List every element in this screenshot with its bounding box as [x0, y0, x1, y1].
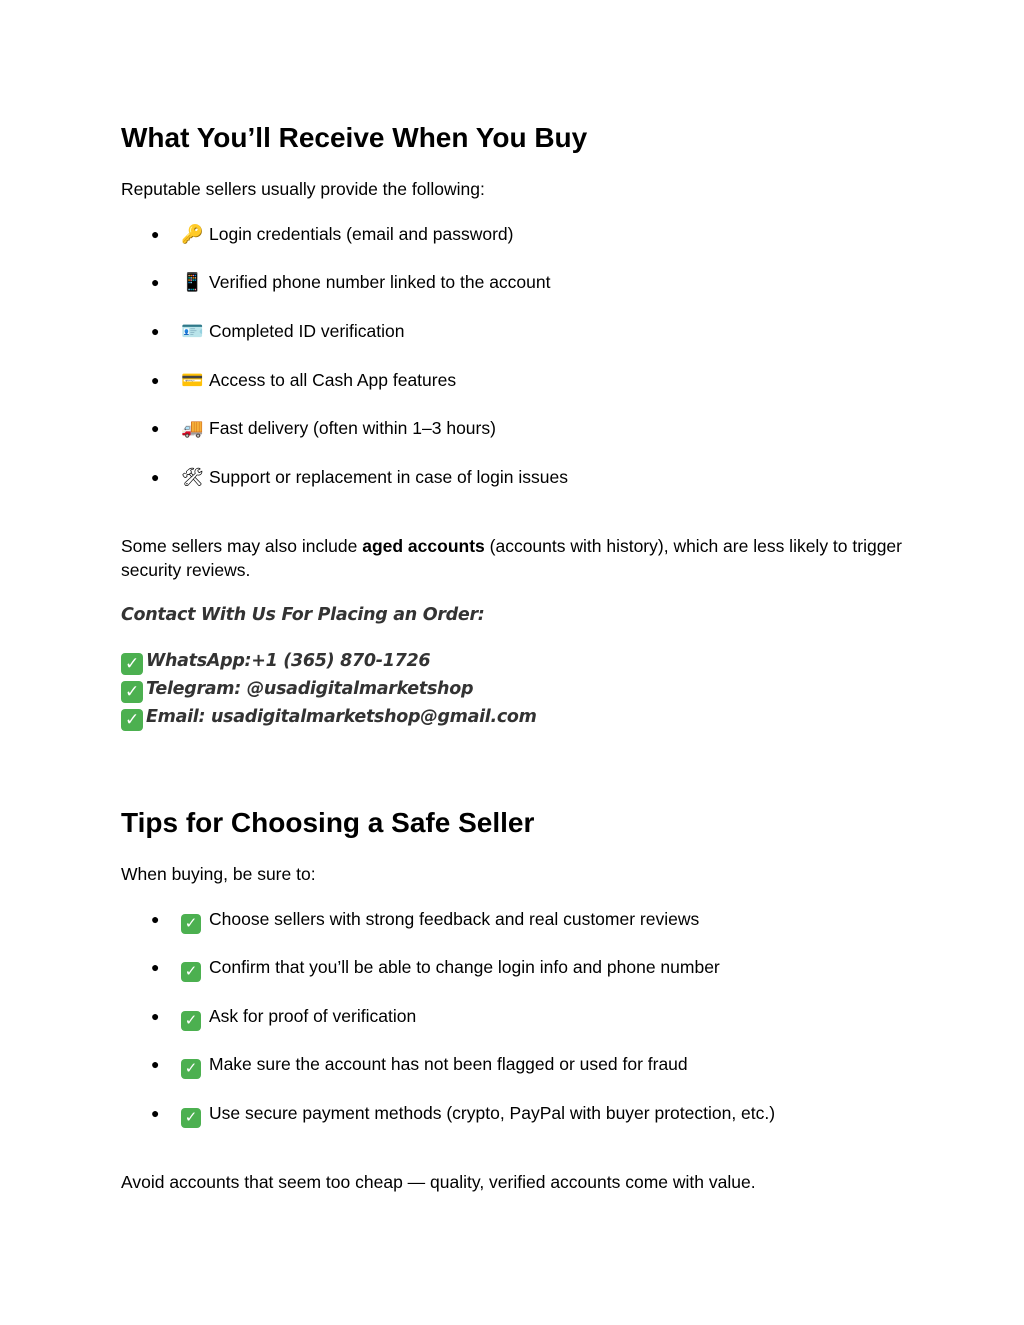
list-item	[151, 368, 456, 393]
list-item	[151, 907, 699, 934]
check-mark-icon: ✓	[181, 1059, 201, 1079]
closing-note: Avoid accounts that seem too cheap — quality, verified accounts come with value.	[121, 1172, 756, 1192]
contact-title: Contact With Us For Placing an Order:	[121, 605, 485, 625]
bullet-icon: ●	[151, 959, 160, 975]
credit-card-icon: 💳	[181, 370, 204, 391]
mobile-phone-icon: 📱	[181, 272, 204, 293]
list-item-text: Login credentials (email and password)	[209, 224, 514, 244]
section-heading-receive: What You’ll Receive When You Buy	[121, 122, 588, 153]
list-item	[151, 270, 550, 295]
id-card-icon: 🪪	[181, 321, 204, 342]
contact-email	[121, 703, 537, 731]
list-item-text: Verified phone number linked to the account	[209, 272, 551, 292]
bullet-icon: ●	[151, 1056, 160, 1072]
list-item-text: Ask for proof of verification	[209, 1006, 417, 1026]
delivery-truck-icon: 🚚	[181, 418, 204, 439]
list-item-text: Use secure payment methods (crypto, PayPal with buyer protection, etc.)	[209, 1103, 776, 1123]
bullet-icon: ●	[151, 323, 160, 339]
list-item-text: Support or replacement in case of login issues	[209, 467, 568, 487]
list-item-text: Completed ID verification	[209, 321, 405, 341]
bullet-icon: ●	[151, 420, 160, 436]
list-item	[151, 222, 513, 247]
tools-icon: 🛠	[181, 467, 204, 488]
bullet-icon: ●	[151, 226, 160, 242]
bullet-icon: ●	[151, 469, 160, 485]
section-heading-tips: Tips for Choosing a Safe Seller	[121, 807, 535, 838]
check-mark-icon: ✓	[181, 1011, 201, 1031]
check-mark-icon: ✓	[181, 1108, 201, 1128]
list-item	[151, 1052, 688, 1079]
check-mark-icon: ✓	[121, 653, 143, 675]
check-mark-icon: ✓	[181, 962, 201, 982]
bullet-icon: ●	[151, 1008, 160, 1024]
contact-telegram	[121, 675, 473, 703]
list-item	[151, 465, 568, 490]
note-text: (accounts with history), which are less likely to trigger security reviews.	[121, 536, 902, 580]
list-item-text: Confirm that you’ll be able to change login info and phone number	[209, 957, 720, 977]
list-item-text: Make sure the account has not been flagged or used for fraud	[209, 1054, 688, 1074]
list-item-text: Fast delivery (often within 1–3 hours)	[209, 418, 496, 438]
list-item	[151, 416, 496, 441]
bullet-icon: ●	[151, 274, 160, 290]
contact-line: WhatsApp:+1 (365) 870-1726	[146, 651, 431, 671]
list-item	[151, 955, 720, 982]
check-mark-icon: ✓	[121, 709, 143, 731]
bullet-icon: ●	[151, 1105, 160, 1121]
list-item	[151, 319, 405, 344]
aged-accounts-note	[121, 534, 911, 582]
list-item	[151, 1004, 416, 1031]
contact-line: Telegram: @usadigitalmarketshop	[146, 679, 474, 699]
note-bold-text: aged accounts	[362, 536, 485, 556]
check-mark-icon: ✓	[181, 914, 201, 934]
note-text: Some sellers may also include	[121, 536, 363, 556]
contact-whatsapp	[121, 647, 430, 675]
list-item-text: Choose sellers with strong feedback and real customer reviews	[209, 909, 700, 929]
section-intro-receive: Reputable sellers usually provide the following:	[121, 179, 485, 199]
contact-line: Email: usadigitalmarketshop@gmail.com	[146, 707, 537, 727]
list-item-text: Access to all Cash App features	[209, 370, 457, 390]
bullet-icon: ●	[151, 372, 160, 388]
section-intro-tips: When buying, be sure to:	[121, 864, 316, 884]
check-mark-icon: ✓	[121, 681, 143, 703]
bullet-icon: ●	[151, 911, 160, 927]
key-icon: 🔑	[181, 224, 204, 245]
list-item	[151, 1101, 775, 1128]
